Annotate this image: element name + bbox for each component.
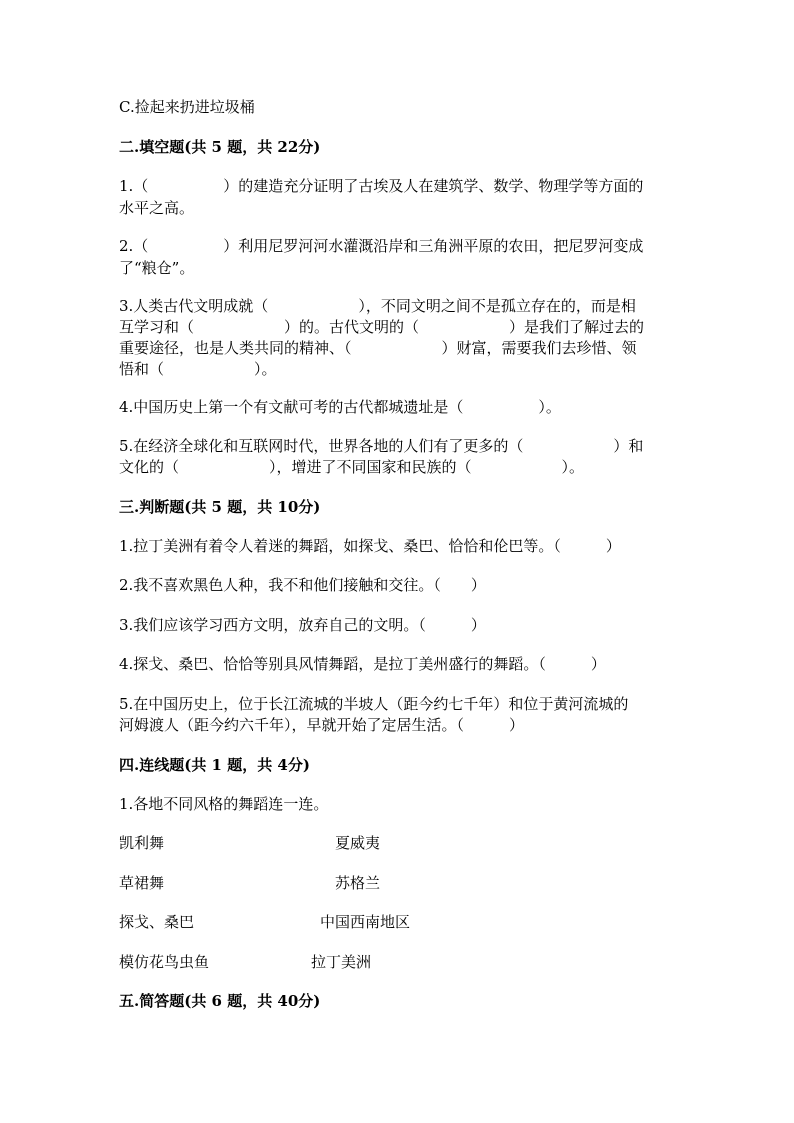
judge-q1: 1.拉丁美洲有着令人着迷的舞蹈，如探戈、桑巴、恰恰和伦巴等。（ ） (119, 537, 621, 555)
section-fill-in-heading: 二.填空题(共 5 题，共 22分) (119, 138, 321, 156)
section-judge-heading: 三.判断题(共 5 题，共 10分) (119, 498, 321, 516)
match-left-3: 探戈、桑巴 (119, 913, 195, 931)
judge-q2: 2.我不喜欢黑色人种，我不和他们接触和交往。（ ） (119, 576, 486, 594)
judge-q5-line2: 河姆渡人（距今约六千年），早就开始了定居生活。（ ） (119, 716, 525, 734)
judge-q4: 4.探戈、桑巴、恰恰等别具风情舞蹈，是拉丁美州盛行的舞蹈。（ ） (119, 655, 606, 673)
match-right-2: 苏格兰 (335, 874, 381, 892)
fill-q2-line2: 了“粮仓”。 (119, 259, 195, 277)
fill-q4-line1: 4.中国历史上第一个有文献可考的古代都城遗址是（ ）。 (119, 398, 561, 416)
fill-q1-line2: 水平之高。 (119, 199, 195, 217)
match-right-3: 中国西南地区 (320, 913, 411, 931)
match-right-4: 拉丁美洲 (311, 953, 372, 971)
match-left-2: 草裙舞 (119, 874, 165, 892)
fill-q3-line4: 悟和（ ）。 (119, 360, 277, 378)
fill-q5-line1: 5.在经济全球化和互联网时代，世界各地的人们有了更多的（ ）和 (119, 437, 644, 455)
fill-q3-line3: 重要途径，也是人类共同的精神、（ ）财富，需要我们去珍惜、领 (119, 339, 637, 357)
option-c: C.捡起来扔进垃圾桶 (119, 98, 255, 116)
match-right-1: 夏威夷 (335, 834, 381, 852)
fill-q3-line1: 3.人类古代文明成就（ ），不同文明之间不是孤立存在的，而是相 (119, 297, 636, 315)
fill-q2-line1: 2.（ ）利用尼罗河河水灌溉沿岸和三角洲平原的农田，把尼罗河变成 (119, 237, 644, 255)
judge-q3: 3.我们应该学习西方文明，放弃自己的文明。（ ） (119, 616, 486, 634)
match-left-1: 凯利舞 (119, 834, 165, 852)
section-matching-heading: 四.连线题(共 1 题，共 4分) (119, 756, 310, 774)
section-short-answer-heading: 五.简答题(共 6 题，共 40分) (119, 992, 321, 1010)
judge-q5-line1: 5.在中国历史上，位于长江流城的半坡人（距今约七千年）和位于黄河流城的 (119, 695, 629, 713)
fill-q5-line2: 文化的（ ），增进了不同国家和民族的（ ）。 (119, 458, 585, 476)
match-left-4: 模仿花鸟虫鱼 (119, 953, 210, 971)
fill-q1-line1: 1.（ ）的建造充分证明了古埃及人在建筑学、数学、物理学等方面的 (119, 177, 644, 195)
matching-q1: 1.各地不同风格的舞蹈连一连。 (119, 795, 329, 813)
fill-q3-line2: 互学习和（ ）的。古代文明的（ ）是我们了解过去的 (119, 318, 645, 336)
